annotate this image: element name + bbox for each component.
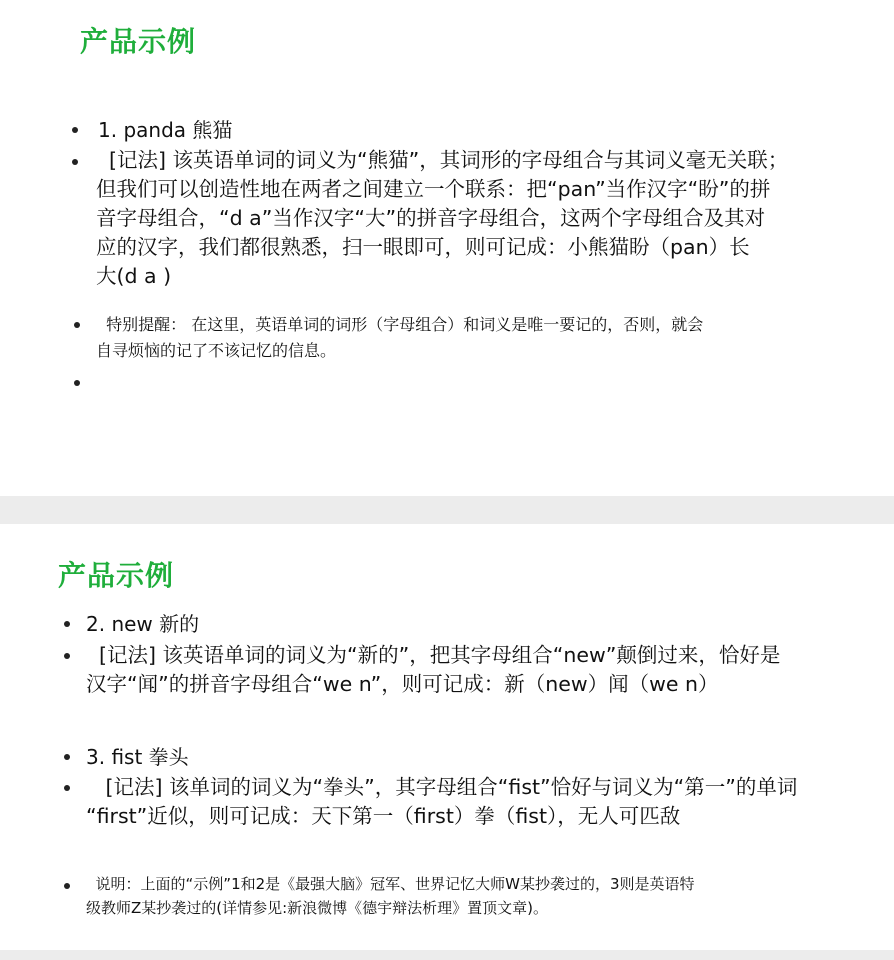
method-line: [记法] 该单词的词义为“拳头”，其字母组合“fist”恰好与词义为“第一”的单词 <box>86 775 798 799</box>
note-line: 说明：上面的“示例”1和2是《最强大脑》冠军、世界记忆大师W某抄袭过的，3则是英语特 <box>86 875 695 893</box>
bullet <box>64 785 70 791</box>
method-line: [记法] 该英语单词的词义为“熊猫”，其词形的字母组合与其词义毫无关联； <box>96 148 789 172</box>
bullet <box>64 883 70 889</box>
method-line: 音字母组合，“d a”当作汉字“大”的拼音字母组合，这两个字母组合及其对 <box>96 206 766 230</box>
item-panda: 1. panda 熊猫 <box>98 118 233 142</box>
bullet <box>72 159 78 165</box>
slide-title: 产品示例 <box>80 25 197 58</box>
item-new: 2. new 新的 <box>86 612 200 636</box>
item-fist: 3. fist 拳头 <box>86 745 189 769</box>
reminder-line: 特别提醒： 在这里，英语单词的词形（字母组合）和词义是唯一要记的，否则，就会 <box>96 315 704 334</box>
method-line: 汉字“闻”的拼音字母组合“we n”，则可记成：新（new）闻（we n） <box>86 672 719 696</box>
note-line: 级教师Z某抄袭过的(详情参见:新浪微博《德宇辩法析理》置顶文章)。 <box>86 899 549 917</box>
method-line: “first”近似，则可记成：天下第一（first）拳（fist），无人可匹敌 <box>86 804 681 828</box>
method-line: [记法] 该英语单词的词义为“新的”，把其字母组合“new”颠倒过来，恰好是 <box>86 643 781 667</box>
bullet <box>64 754 70 760</box>
slide-title: 产品示例 <box>58 559 175 592</box>
bullet <box>64 621 70 627</box>
method-line: 大(d a ) <box>96 264 172 288</box>
bullet <box>64 653 70 659</box>
slide-2 <box>0 524 894 950</box>
method-line: 应的汉字，我们都很熟悉，扫一眼即可，则可记成：小熊猫盼（pan）长 <box>96 235 750 259</box>
method-line: 但我们可以创造性地在两者之间建立一个联系：把“pan”当作汉字“盼”的拼 <box>96 177 771 201</box>
empty-bullet <box>74 380 80 386</box>
reminder-line: 自寻烦恼的记了不该记忆的信息。 <box>96 341 337 360</box>
bullet <box>74 322 80 328</box>
bullet <box>72 127 78 133</box>
